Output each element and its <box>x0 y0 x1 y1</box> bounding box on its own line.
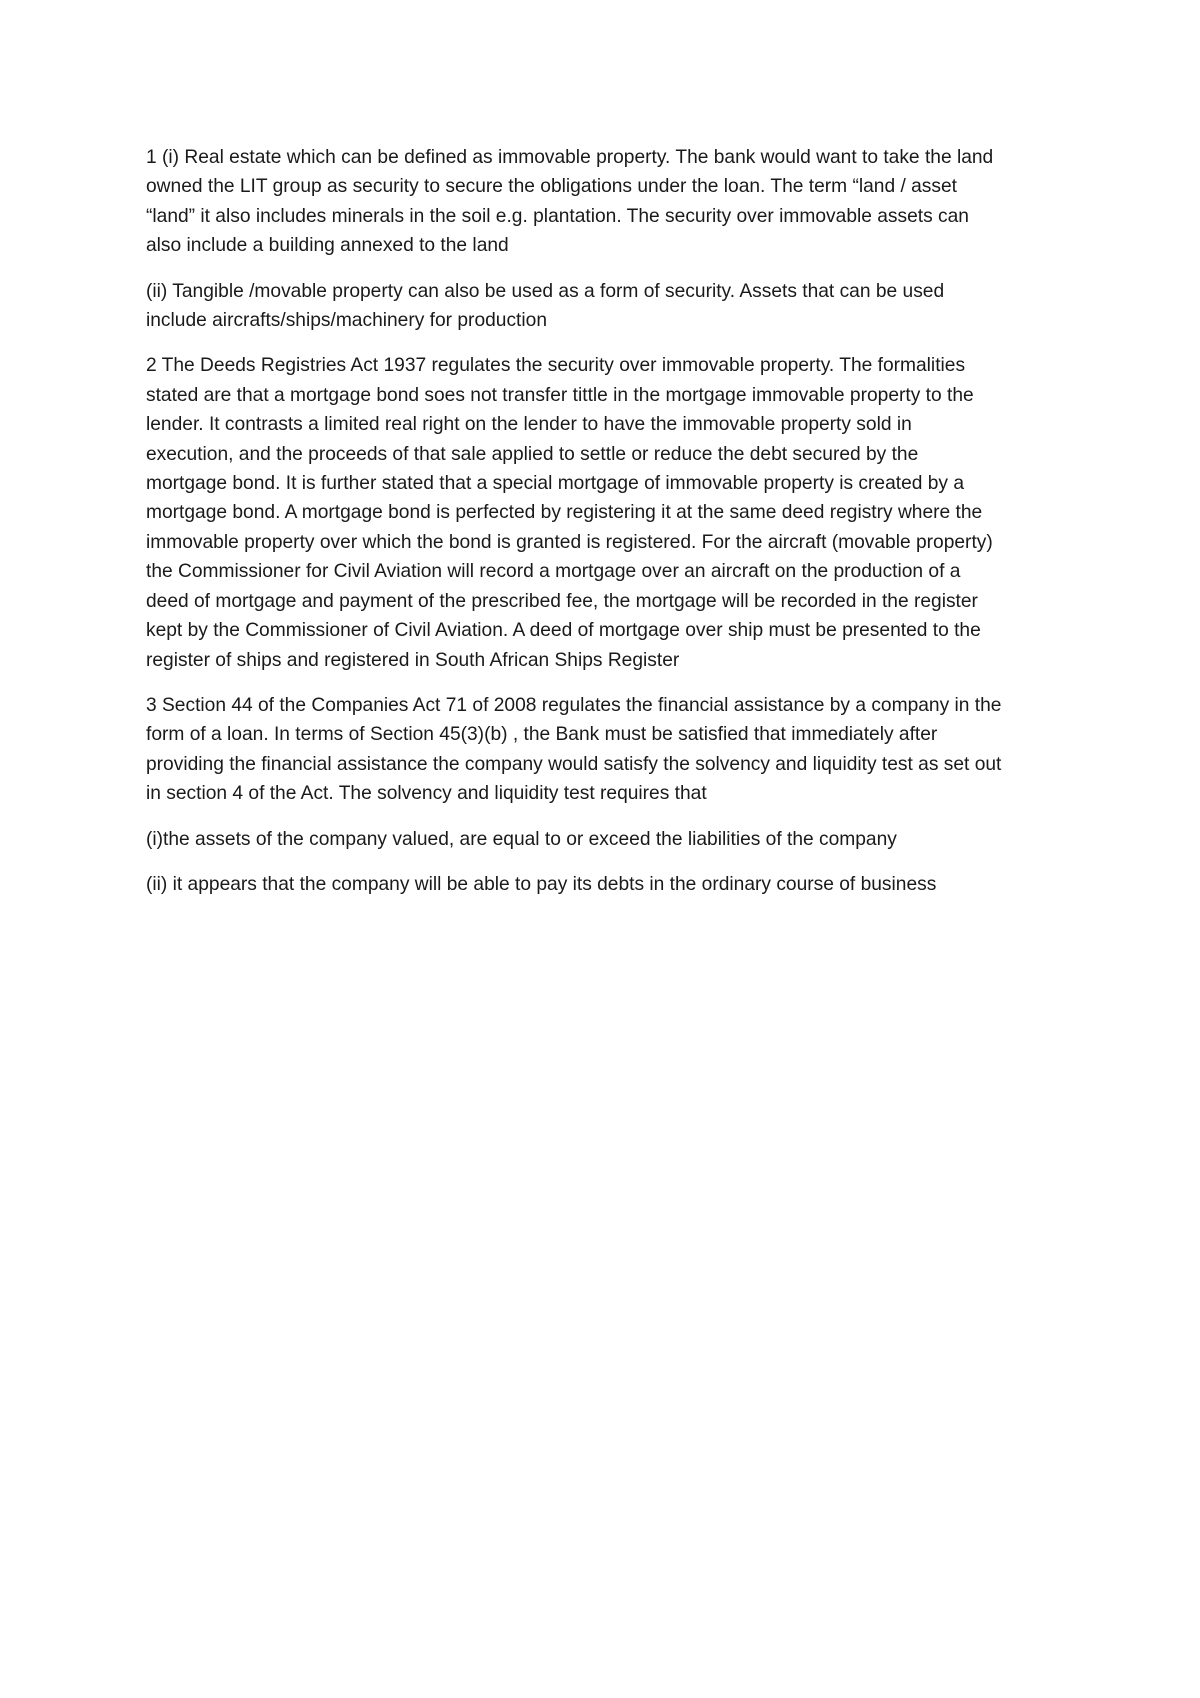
text-line: in section 4 of the Act. The solvency and liquidity test requires that <box>146 783 707 805</box>
text-line: form of a loan. In terms of Section 45(3)(b) , the Bank must be satisfied that immediately after <box>146 724 938 746</box>
text-line: 3 Section 44 of the Companies Act 71 of 2008 regulates the financial assistance by a company in the <box>146 694 1002 716</box>
text-line: deed of mortgage and payment of the prescribed fee, the mortgage will be recorded in the register <box>146 590 978 612</box>
text-line: the Commissioner for Civil Aviation will record a mortgage over an aircraft on the production of a <box>146 561 961 583</box>
text-line: immovable property over which the bond is granted is registered. For the aircraft (movable property) <box>146 531 993 553</box>
paragraph-4 <box>146 691 1066 809</box>
text-line: (ii) it appears that the company will be able to pay its debts in the ordinary course of business <box>146 873 937 895</box>
text-line: 2 The Deeds Registries Act 1937 regulates the security over immovable property. The formalities <box>146 355 966 377</box>
text-line: providing the financial assistance the company would satisfy the solvency and liquidity test as set out <box>146 753 1002 775</box>
text-line: include aircrafts/ships/machinery for production <box>146 310 547 332</box>
text-line: (i)the assets of the company valued, are equal to or exceed the liabilities of the company <box>146 828 897 850</box>
paragraph-1 <box>146 143 1066 261</box>
paragraph-3 <box>146 351 1066 674</box>
text-line: 1 (i) Real estate which can be defined as immovable property. The bank would want to take the land <box>146 147 994 168</box>
text-line: mortgage bond. A mortgage bond is perfected by registering it at the same deed registry where the <box>146 502 983 524</box>
text-line: stated are that a mortgage bond soes not transfer tittle in the mortgage immovable property to the <box>146 384 974 406</box>
text-line: execution, and the proceeds of that sale applied to settle or reduce the debt secured by the <box>146 443 919 465</box>
paragraph-2 <box>146 277 1066 336</box>
text-line: kept by the Commissioner of Civil Aviation. A deed of mortgage over ship must be presented to the <box>146 620 981 642</box>
text-line: owned the LIT group as security to secure the obligations under the loan. The term “land / asset <box>146 176 957 198</box>
paragraph-5 <box>146 825 1066 854</box>
text-line: mortgage bond. It is further stated that a special mortgage of immovable property is created by a <box>146 473 965 495</box>
text-line: (ii) Tangible /movable property can also be used as a form of security. Assets that can be used <box>146 280 945 302</box>
text-line: also include a building annexed to the land <box>146 235 509 257</box>
document-body <box>146 143 1066 915</box>
paragraph-6 <box>146 870 1066 899</box>
text-line: lender. It contrasts a limited real right on the lender to have the immovable property sold in <box>146 414 912 436</box>
text-line: register of ships and registered in South African Ships Register <box>146 649 680 671</box>
text-line: “land” it also includes minerals in the soil e.g. plantation. The security over immovable assets can <box>146 205 969 227</box>
